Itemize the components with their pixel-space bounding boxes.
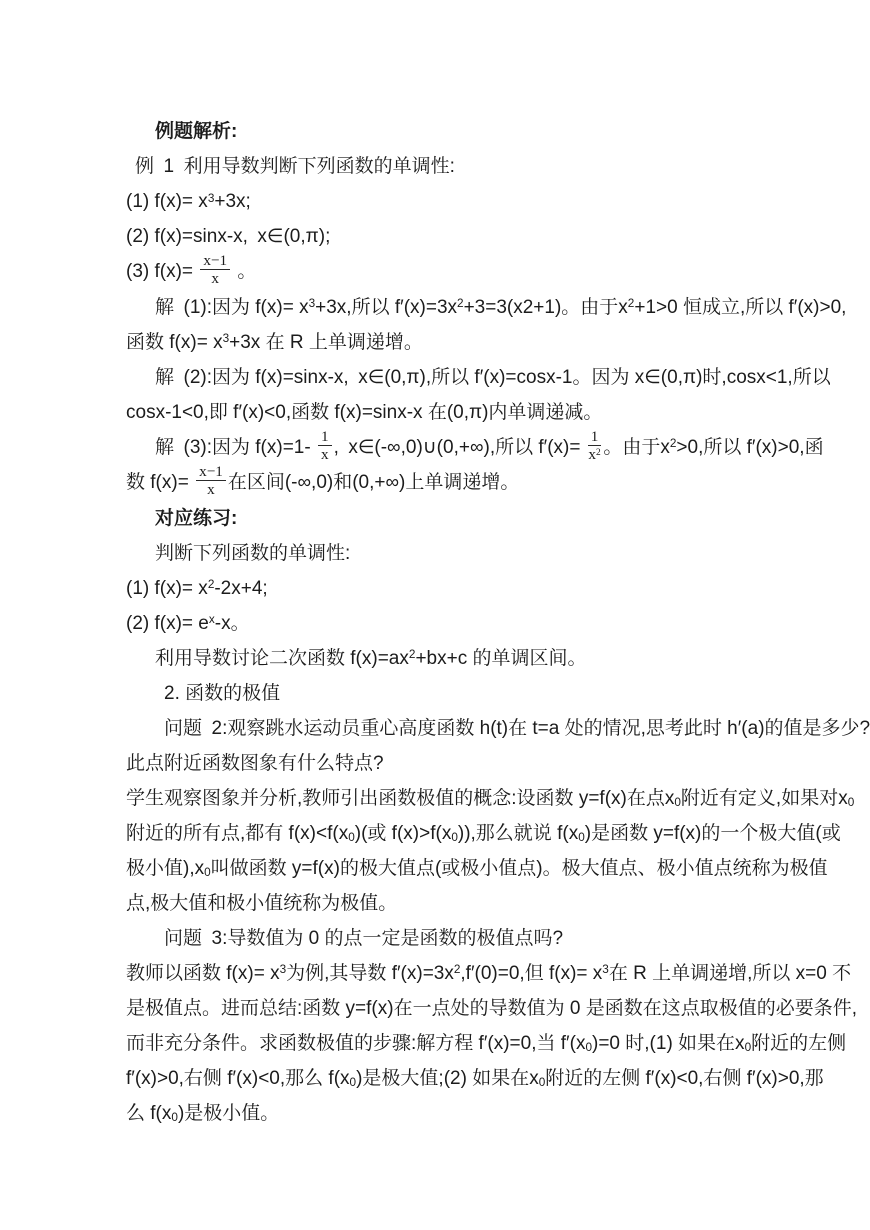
question-3-title: 问题 3:导数值为 0 的点一定是函数的极值点吗? <box>164 927 564 949</box>
concept-line-2: 附近的所有点,都有 $f(x)<f(x_0)$(或 $f(x)>f(x_0)$),那么就说 $f(x_0)$是函数 y=f(x)的一个极大值(或 <box>126 822 841 844</box>
problem-item-2: (2) f(x)=sinx-x, x∈(0,π); <box>126 226 331 247</box>
problem-item-3: (3) f(x)= $\frac{x-1}{x}$ 。 <box>126 252 257 288</box>
question-2-line-2: 此点附近函数图象有什么特点? <box>126 752 384 774</box>
concept-line-1: 学生观察图象并分析,教师引出函数极值的概念:设函数 y=f(x)在点$x_0$附近有定义,如果对$x_0$ <box>126 787 855 809</box>
heading-example-analysis: 例题解析: <box>155 121 238 142</box>
practice-discussion: 利用导数讨论二次函数 $f(x)=ax^2+bx+c$ 的单调区间。 <box>155 647 587 669</box>
solution-3-line-1: 解 (3):因为 f(x)=1- $\frac{1}{x}$ , x∈(-∞,0)∪(0,+∞),所以 f′(x)= $\frac{1}{x^2}$ 。由于$x^2>0$,所以 f′(x)>0,函 <box>155 427 824 463</box>
summary-line-5: 么 $f(x_0)$是极小值。 <box>126 1102 280 1124</box>
practice-item-2: (2) $f(x)= e^x-x$。 <box>126 612 250 634</box>
section-2-title: 2. 函数的极值 <box>164 682 281 704</box>
summary-line-4: f′(x)>0,右侧 f′(x)<0,那么 $f(x_0)$是极大值;(2) 如果在$x_0$附近的左侧 f′(x)<0,右侧 f′(x)>0,那 <box>126 1067 824 1089</box>
solution-2-line-1: 解 (2):因为 f(x)=sinx-x, x∈(0,π),所以 f′(x)=cosx-1。因为 x∈(0,π)时,cosx<1,所以 <box>155 366 831 388</box>
summary-line-2: 是极值点。进而总结:函数 y=f(x)在一点处的导数值为 0 是函数在这点取极值的必要条件, <box>126 997 857 1019</box>
practice-item-1: (1) $f(x)= x^2-2x+4$; <box>126 577 268 599</box>
practice-intro: 判断下列函数的单调性: <box>155 542 351 564</box>
summary-line-3: 而非充分条件。求函数极值的步骤:解方程 f′(x)=0,当 $f'(x_0)=0$ 时,(1) 如果在$x_0$附近的左侧 <box>126 1032 847 1054</box>
solution-3-line-2: 数 f(x)= $\frac{x-1}{x}$ 在区间(-∞,0)和(0,+∞)上单调递增。 <box>126 463 520 499</box>
solution-2-line-2: cosx-1<0,即 f′(x)<0,函数 f(x)=sinx-x 在(0,π)内单调递减。 <box>126 401 603 423</box>
concept-line-3: 极小值)$,x_0$叫做函数 y=f(x)的极大值点(或极小值点)。极大值点、极小值点统称为极值 <box>126 857 828 879</box>
solution-1-line-2: 函数 $f(x)= x^3+3x$ 在 R 上单调递增。 <box>126 331 423 353</box>
heading-practice: 对应练习: <box>155 507 238 529</box>
question-2-line-1: 问题 2:观察跳水运动员重心高度函数 h(t)在 t=a 处的情况,思考此时 h′(a)的值是多少? <box>164 717 870 739</box>
summary-line-1: 教师以函数 $f(x)= x^3$为例,其导数 $f'(x)=3x^2,f'(0)=0$,但 $f(x)= x^3$在 R 上单调递增,所以 x=0 不 <box>126 962 852 984</box>
problem-item-1: (1) $f(x)= x^3+3x$; <box>126 191 251 212</box>
example-1-title: 例 1 利用导数判断下列函数的单调性: <box>135 156 455 177</box>
solution-1-line-1: 解 (1):因为 $f(x)= x^3+3x$,所以 $f'(x)=3x^2+3=3(x2+1)$。由于$x^2+1>0$ 恒成立,所以 f′(x)>0, <box>155 296 847 318</box>
concept-line-4: 点,极大值和极小值统称为极值。 <box>126 892 398 914</box>
document-body <box>126 114 870 1131</box>
